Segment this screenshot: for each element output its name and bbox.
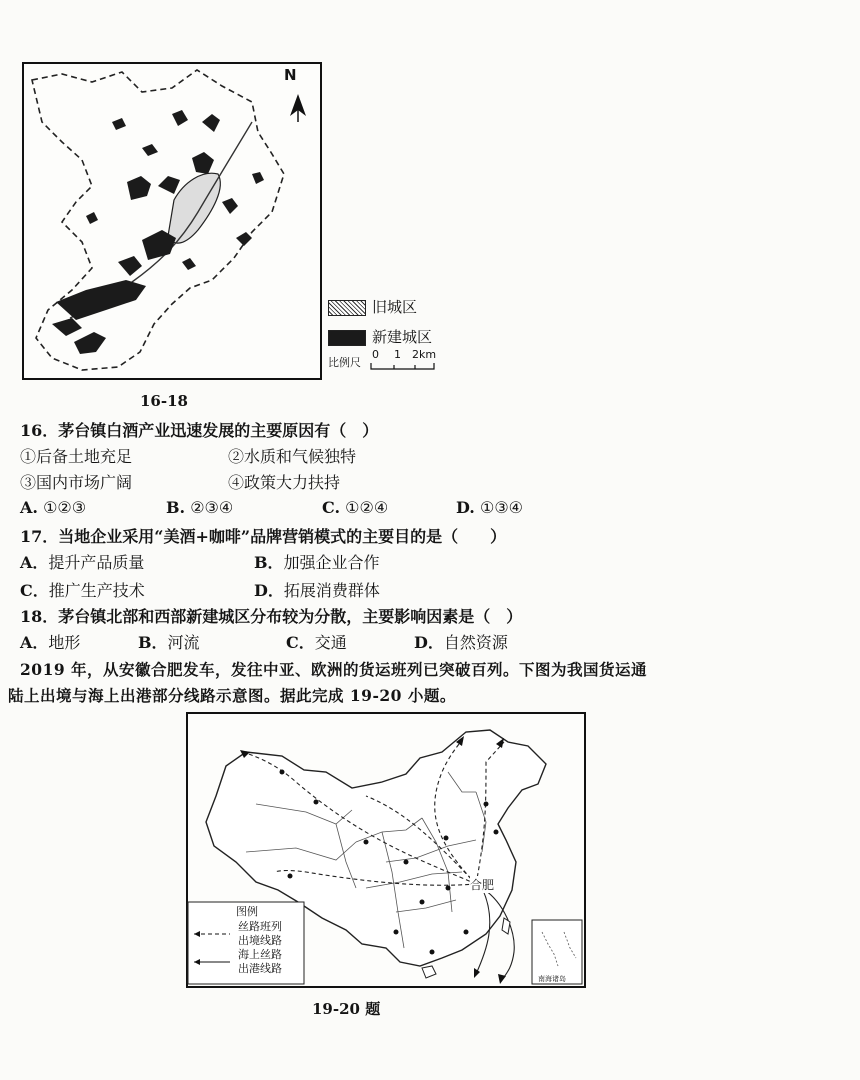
town-map-legend [328, 292, 458, 372]
q17-option-a-letter: A． [20, 553, 49, 572]
q17-option-c[interactable] [20, 578, 145, 601]
legend-sea-line1: 海上丝路 [238, 948, 282, 961]
map2-legend-title: 图例 [236, 905, 258, 918]
q17-option-c-text: 推广生产技术 [48, 581, 145, 600]
question-17-stem: 17．当地企业采用“美酒+咖啡”品牌营销模式的主要目的是（ ） [20, 527, 507, 546]
scale-tick-1: 1 [394, 348, 401, 361]
question-18-stem: 18．茅台镇北部和西部新建城区分布较为分散，主要影响因素是（ ） [20, 607, 523, 626]
town-map [22, 62, 322, 380]
legend-rail-line1: 丝路班列 [238, 920, 282, 933]
scale-bar [328, 348, 437, 370]
q17-option-a-text: 提升产品质量 [48, 553, 145, 572]
q16-option-a-letter: A. [20, 498, 38, 517]
q16-statement-1: ①后备土地充足 [20, 447, 133, 466]
q17-option-d-letter: D． [254, 581, 284, 600]
q18-option-c-text: 交通 [314, 633, 347, 652]
q18-option-d-letter: D． [414, 633, 444, 652]
intro-line-1: 2019 年，从安徽合肥发车，发往中亚、欧洲的货运班列已突破百列。下图为我国货运通 [20, 660, 648, 679]
q17-option-a[interactable] [20, 550, 144, 573]
q16-option-b[interactable] [166, 498, 233, 517]
q16-option-a-text: ①②③ [43, 498, 87, 517]
q16-statement-3: ③国内市场广阔 [20, 473, 133, 492]
q16-option-b-text: ②③④ [190, 498, 234, 517]
legend-rail-line2: 出境线路 [238, 934, 282, 947]
q16-option-c[interactable] [322, 498, 388, 517]
map2-caption: 19-20 题 [312, 1000, 381, 1018]
q16-option-d[interactable] [456, 498, 523, 517]
old-city-swatch [328, 300, 366, 316]
q16-option-d-text: ①③④ [479, 498, 523, 517]
q16-statement-2: ②水质和气候独特 [228, 447, 357, 466]
china-route-map [186, 712, 586, 988]
question-16-stem: 16．茅台镇白酒产业迅速发展的主要原因有（ ） [20, 421, 379, 440]
q18-option-a-letter: A． [20, 633, 49, 652]
q18-option-a[interactable] [20, 630, 80, 653]
q18-option-c[interactable] [286, 630, 347, 653]
q18-option-d[interactable] [414, 630, 508, 653]
q16-option-a[interactable] [20, 498, 86, 517]
legend-old-city [328, 296, 417, 317]
north-label: N [284, 66, 297, 84]
q16-option-c-text: ①②④ [345, 498, 389, 517]
legend-old-city-label: 旧城区 [372, 298, 418, 316]
q16-option-c-letter: C. [322, 498, 341, 517]
legend-new-city [328, 326, 432, 347]
intro-line-2: 陆上出境与海上出港部分线路示意图。据此完成 19-20 小题。 [8, 686, 456, 705]
scale-tick-2: 2km [412, 348, 437, 361]
legend-new-city-label: 新建城区 [372, 328, 433, 346]
q16-option-d-letter: D. [456, 498, 475, 517]
q18-option-c-letter: C． [286, 633, 315, 652]
q16-statement-4: ④政策大力扶持 [228, 473, 341, 492]
q17-option-d[interactable] [254, 578, 380, 601]
q16-option-b-letter: B. [166, 498, 186, 517]
q17-option-b-letter: B． [254, 553, 284, 572]
q18-option-b-letter: B． [138, 633, 168, 652]
legend-sea-line2: 出港线路 [238, 962, 282, 975]
map1-caption: 16-18 [140, 392, 188, 410]
q17-option-d-text: 拓展消费群体 [283, 581, 380, 600]
scale-label: 比例尺 [328, 356, 361, 369]
q18-option-a-text: 地形 [48, 633, 81, 652]
q18-option-b-text: 河流 [167, 633, 200, 652]
scale-tick-0: 0 [372, 348, 379, 361]
q18-option-d-text: 自然资源 [443, 633, 508, 652]
q17-option-b-text: 加强企业合作 [283, 553, 380, 572]
q18-option-b[interactable] [138, 630, 200, 653]
inset-label: 南海诸岛 [538, 975, 566, 983]
q17-option-c-letter: C． [20, 581, 49, 600]
scale-bar-line [370, 362, 436, 370]
q17-option-b[interactable] [254, 550, 380, 573]
new-city-swatch [328, 330, 366, 346]
city-label-hefei: 合肥 [470, 878, 495, 892]
